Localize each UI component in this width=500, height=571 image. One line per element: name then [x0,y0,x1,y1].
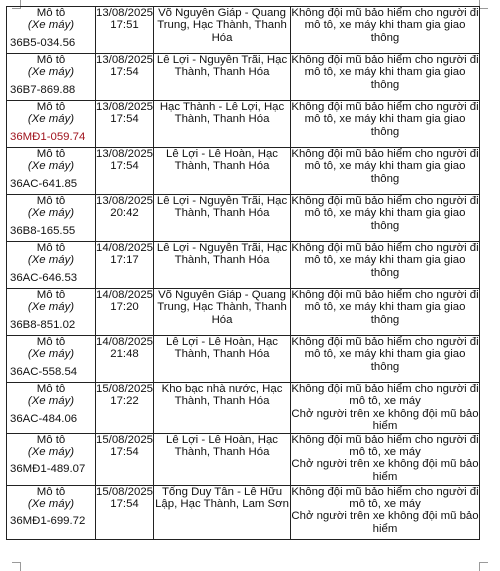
violation-description: Chở người trên xe không đội mũ bảo hiểm [291,510,479,535]
vehicle-type: (Xe máy) [27,113,75,126]
vehicle-type: (Xe máy) [27,66,75,79]
vehicle-cell [7,336,96,383]
table-row [7,148,480,195]
violation-location: Lê Lợi - Lê Hoàn, Hạc Thành, Thanh Hóa [166,336,278,361]
violation-cell [291,101,480,148]
location-cell [154,289,291,336]
violations-table-body [7,7,480,540]
violation-description: Không đội mũ bảo hiểm cho người đi mô tô, xe máy khi tham gia giao thông [291,289,479,326]
violation-location: Lê Lợi - Nguyễn Trãi, Hạc Thành, Thanh Hóa [156,242,288,267]
table-row [7,242,480,289]
violation-time: 17:51 [110,19,139,32]
vehicle-cell [7,485,96,539]
license-plate: 36MĐ1-059.74 [10,130,86,143]
table-row [7,54,480,101]
table-row [7,101,480,148]
violation-cell [291,148,480,195]
violation-cell [291,242,480,289]
vehicle-cell [7,195,96,242]
violation-time: 17:54 [110,446,139,459]
datetime-cell [96,336,154,383]
violation-date: 15/08/2025 [96,485,154,498]
license-plate: 36AC-558.54 [10,365,78,378]
violation-date: 13/08/2025 [96,54,154,66]
vehicle-kind: Mô tô [36,7,66,19]
violation-date: 14/08/2025 [96,336,154,348]
location-cell [154,383,291,434]
datetime-cell [96,195,154,242]
violation-description: Không đội mũ bảo hiểm cho người đi mô tô, xe máy khi tham gia giao thông [291,54,479,91]
location-cell [154,242,291,289]
vehicle-type: (Xe máy) [27,254,75,267]
license-plate: 36B7-869.88 [10,83,76,96]
location-cell [154,195,291,242]
table-row [7,195,480,242]
vehicle-type: (Xe máy) [27,19,75,32]
table-row [7,289,480,336]
violation-location: Tống Duy Tân - Lê Hữu Lập, Hạc Thành, Lam Sơn [155,485,289,511]
violation-date: 13/08/2025 [96,101,154,113]
location-cell [154,148,291,195]
page-corner-mark [479,562,488,571]
table-row [7,7,480,54]
table-row [7,433,480,485]
datetime-cell [96,101,154,148]
datetime-cell [96,54,154,101]
violation-time: 20:42 [110,207,139,220]
vehicle-kind: Mô tô [36,336,66,348]
vehicle-kind: Mô tô [36,54,66,66]
datetime-cell [96,148,154,195]
violation-cell [291,195,480,242]
license-plate: 36MĐ1-489.07 [10,463,86,476]
violation-date: 15/08/2025 [96,383,154,395]
violation-cell [291,336,480,383]
violation-location: Hạc Thành - Lê Lợi, Hạc Thành, Thanh Hóa [159,101,285,126]
violation-description: Không đội mũ bảo hiểm cho người đi mô tô, xe máy [291,433,479,459]
violation-location: Lê Lợi - Lê Hoàn, Hạc Thành, Thanh Hóa [166,433,278,459]
vehicle-kind: Mô tô [36,433,66,446]
license-plate: 36B8-165.55 [10,224,76,237]
violation-location: Võ Nguyên Giáp - Quang Trung, Hạc Thành, Thanh Hóa [157,289,287,326]
vehicle-kind: Mô tô [36,242,66,254]
location-cell [154,433,291,485]
violation-cell [291,289,480,336]
license-plate: 36B5-034.56 [10,36,76,49]
vehicle-type: (Xe máy) [27,160,75,173]
violation-cell [291,7,480,54]
violation-description: Không đội mũ bảo hiểm cho người đi mô tô, xe máy khi tham gia giao thông [291,242,479,279]
vehicle-kind: Mô tô [36,289,66,301]
violation-date: 13/08/2025 [96,7,154,19]
violation-description: Không đội mũ bảo hiểm cho người đi mô tô, xe máy khi tham gia giao thông [291,336,479,373]
vehicle-cell [7,433,96,485]
violation-cell [291,383,480,434]
license-plate: 36MĐ1-699.72 [10,515,86,528]
vehicle-cell [7,54,96,101]
location-cell [154,54,291,101]
license-plate: 36AC-641.85 [10,177,78,190]
violation-description: Không đội mũ bảo hiểm cho người đi mô tô, xe máy khi tham gia giao thông [291,7,479,44]
violation-location: Kho bạc nhà nước, Hạc Thành, Thanh Hóa [161,383,283,408]
vehicle-kind: Mô tô [36,485,66,498]
location-cell [154,101,291,148]
datetime-cell [96,242,154,289]
license-plate: 36B8-851.02 [10,318,76,331]
page-corner-mark [479,0,488,9]
violation-time: 17:17 [110,254,139,267]
violation-location: Lê Lợi - Lê Hoàn, Hạc Thành, Thanh Hóa [166,148,278,173]
violation-cell [291,485,480,539]
location-cell [154,7,291,54]
vehicle-cell [7,101,96,148]
license-plate: 36AC-646.53 [10,271,78,284]
violation-description: Chở người trên xe không đội mũ bảo hiểm [291,407,479,433]
datetime-cell [96,7,154,54]
page-corner-mark [12,562,21,571]
table-row [7,383,480,434]
vehicle-type: (Xe máy) [27,348,75,361]
datetime-cell [96,433,154,485]
vehicle-kind: Mô tô [36,148,66,160]
location-cell [154,485,291,539]
vehicle-kind: Mô tô [36,195,66,207]
violation-location: Võ Nguyên Giáp - Quang Trung, Hạc Thành, Thanh Hóa [157,7,287,44]
violation-location: Lê Lợi - Nguyễn Trãi, Hạc Thành, Thanh Hóa [156,195,288,220]
violation-description: Không đội mũ bảo hiểm cho người đi mô tô, xe máy khi tham gia giao thông [291,101,479,138]
violation-location: Lê Lợi - Nguyễn Trãi, Hạc Thành, Thanh Hóa [156,54,288,79]
violation-date: 13/08/2025 [96,148,154,160]
violation-date: 14/08/2025 [96,242,154,254]
violation-time: 17:54 [110,498,139,511]
vehicle-cell [7,289,96,336]
violation-description: Không đội mũ bảo hiểm cho người đi mô tô, xe máy [291,485,479,511]
vehicle-type: (Xe máy) [27,498,75,511]
vehicle-kind: Mô tô [36,101,66,113]
vehicle-cell [7,7,96,54]
vehicle-type: (Xe máy) [27,395,75,408]
violation-date: 14/08/2025 [96,289,154,301]
vehicle-cell [7,242,96,289]
violation-cell [291,433,480,485]
violation-description: Chở người trên xe không đội mũ bảo hiểm [291,458,479,483]
location-cell [154,336,291,383]
vehicle-type: (Xe máy) [27,301,75,314]
vehicle-cell [7,383,96,434]
vehicle-cell [7,148,96,195]
violation-description: Không đội mũ bảo hiểm cho người đi mô tô, xe máy khi tham gia giao thông [291,195,479,232]
violation-time: 17:54 [110,113,139,126]
datetime-cell [96,383,154,434]
datetime-cell [96,485,154,539]
table-row [7,336,480,383]
table-row [7,485,480,539]
violation-time: 21:48 [110,348,139,361]
violation-date: 15/08/2025 [96,433,154,446]
datetime-cell [96,289,154,336]
violation-cell [291,54,480,101]
violation-time: 17:54 [110,66,139,79]
violation-time: 17:20 [110,301,139,314]
violation-time: 17:54 [110,160,139,173]
vehicle-type: (Xe máy) [27,207,75,220]
violations-table [6,6,480,540]
violation-time: 17:22 [110,395,139,408]
vehicle-type: (Xe máy) [27,446,75,459]
vehicle-kind: Mô tô [36,383,66,395]
license-plate: 36AC-484.06 [10,412,78,425]
violation-description: Không đội mũ bảo hiểm cho người đi mô tô, xe máy [291,383,479,408]
violation-description: Không đội mũ bảo hiểm cho người đi mô tô, xe máy khi tham gia giao thông [291,148,479,185]
violation-date: 13/08/2025 [96,195,154,207]
